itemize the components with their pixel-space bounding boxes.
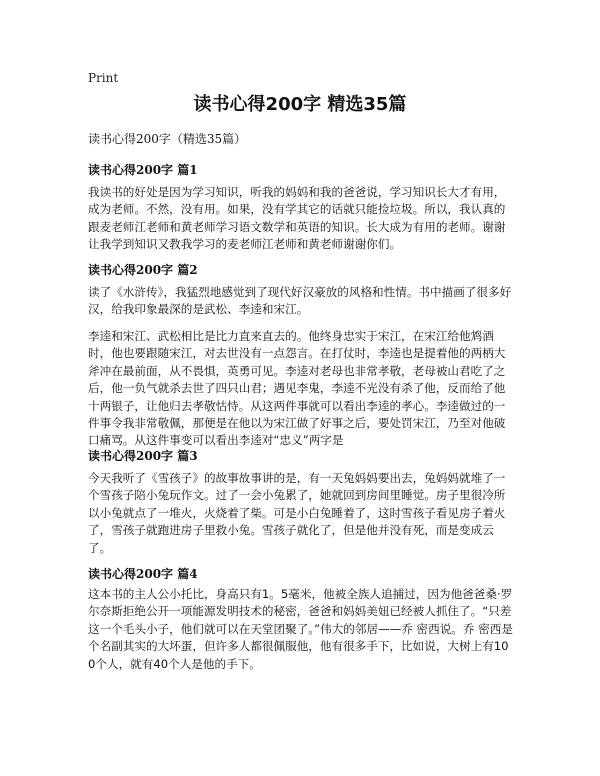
section-1-paragraph-1: 我读书的好处是因为学习知识，听我的妈妈和我的爸爸说，学习知识长大才有用，成为老师。不然，没有用。如果，没有学其它的话就只能捡垃圾。所以，我认真的跟麦老师江老师和黄老师学习语文数学和英语的知识。长大成为有用的老师。谢谢让我学到知识又教我学习的麦老师江老师和黄老师谢谢你们。 bbox=[88, 185, 506, 252]
section-heading-2: 读书心得200字 篇2 bbox=[88, 263, 198, 277]
section-heading-3: 读书心得200字 篇3 bbox=[88, 449, 198, 463]
section-heading-4: 读书心得200字 篇4 bbox=[88, 567, 198, 581]
section-3-paragraph-1: 今天我听了《雪孩子》的故事故事讲的是，有一天兔妈妈要出去，兔妈妈就堆了一个雪孩子陪小兔玩作文。过了一会小兔累了，她就回到房间里睡觉。房子里很冷所以小兔就点了一堆火，火烧着了柴。可是小白兔睡着了，这时雪孩子看见房子着火了，雪孩子就跑进房子里救小兔。雪孩子就化了，但是他并没有死，而是变成云了。 bbox=[88, 471, 506, 555]
print-link[interactable]: Print bbox=[88, 71, 119, 85]
section-2-paragraph-2: 李逵和宋江、武松相比是比力直来直去的。他终身忠实于宋江，在宋江给他鸩酒时，他也要跟随宋江，对去世没有一点怨言。在打仗时，李逵也是提着他的两柄大斧冲在最前面，从不畏惧，英勇可见。李逵对老母也非常孝敬，老母被山君吃了之后，他一负气就杀去世了四只山君；遇见李鬼，李逵不光没有杀了他，反而给了他十两银子，让他归去孝敬怙恃。从这两件事就可以看出李逵的孝心。李逵做过的一件事令我非常敬佩，那便是在他以为宋江做了好事之后，要处罚宋江，乃至对他破口痛骂。从这件事变可以看出李逵对“忠义”两字是 bbox=[88, 329, 506, 448]
section-2-paragraph-1: 读了《水浒传》，我猛烈地感觉到了现代好汉豪放的风格和性情。书中描画了很多好汉，给我印象最深的是武松、李逵和宋江。 bbox=[88, 285, 512, 317]
section-4-paragraph-1: 这本书的主人公小托比，身高只有1。5毫米，他被全族人追捕过，因为他爸爸桑·罗尔奈斯拒绝公开一项能源发明技术的秘密，爸爸和妈妈美妞已经被人抓住了。“只差这一个毛头小子，他们就可以在天堂团聚了。”伟大的邻居——乔 密西说。乔 密西是个名副其实的大坏蛋，但许多人都很佩服他，他有很多手下，比如说，大树上有100个人，就有40个人是他的手下。 bbox=[88, 587, 513, 671]
page-title: 读书心得200字 精选35篇 bbox=[193, 94, 407, 115]
section-heading-1: 读书心得200字 篇1 bbox=[88, 163, 198, 177]
document-subtitle: 读书心得200字（精选35篇） bbox=[88, 132, 247, 146]
